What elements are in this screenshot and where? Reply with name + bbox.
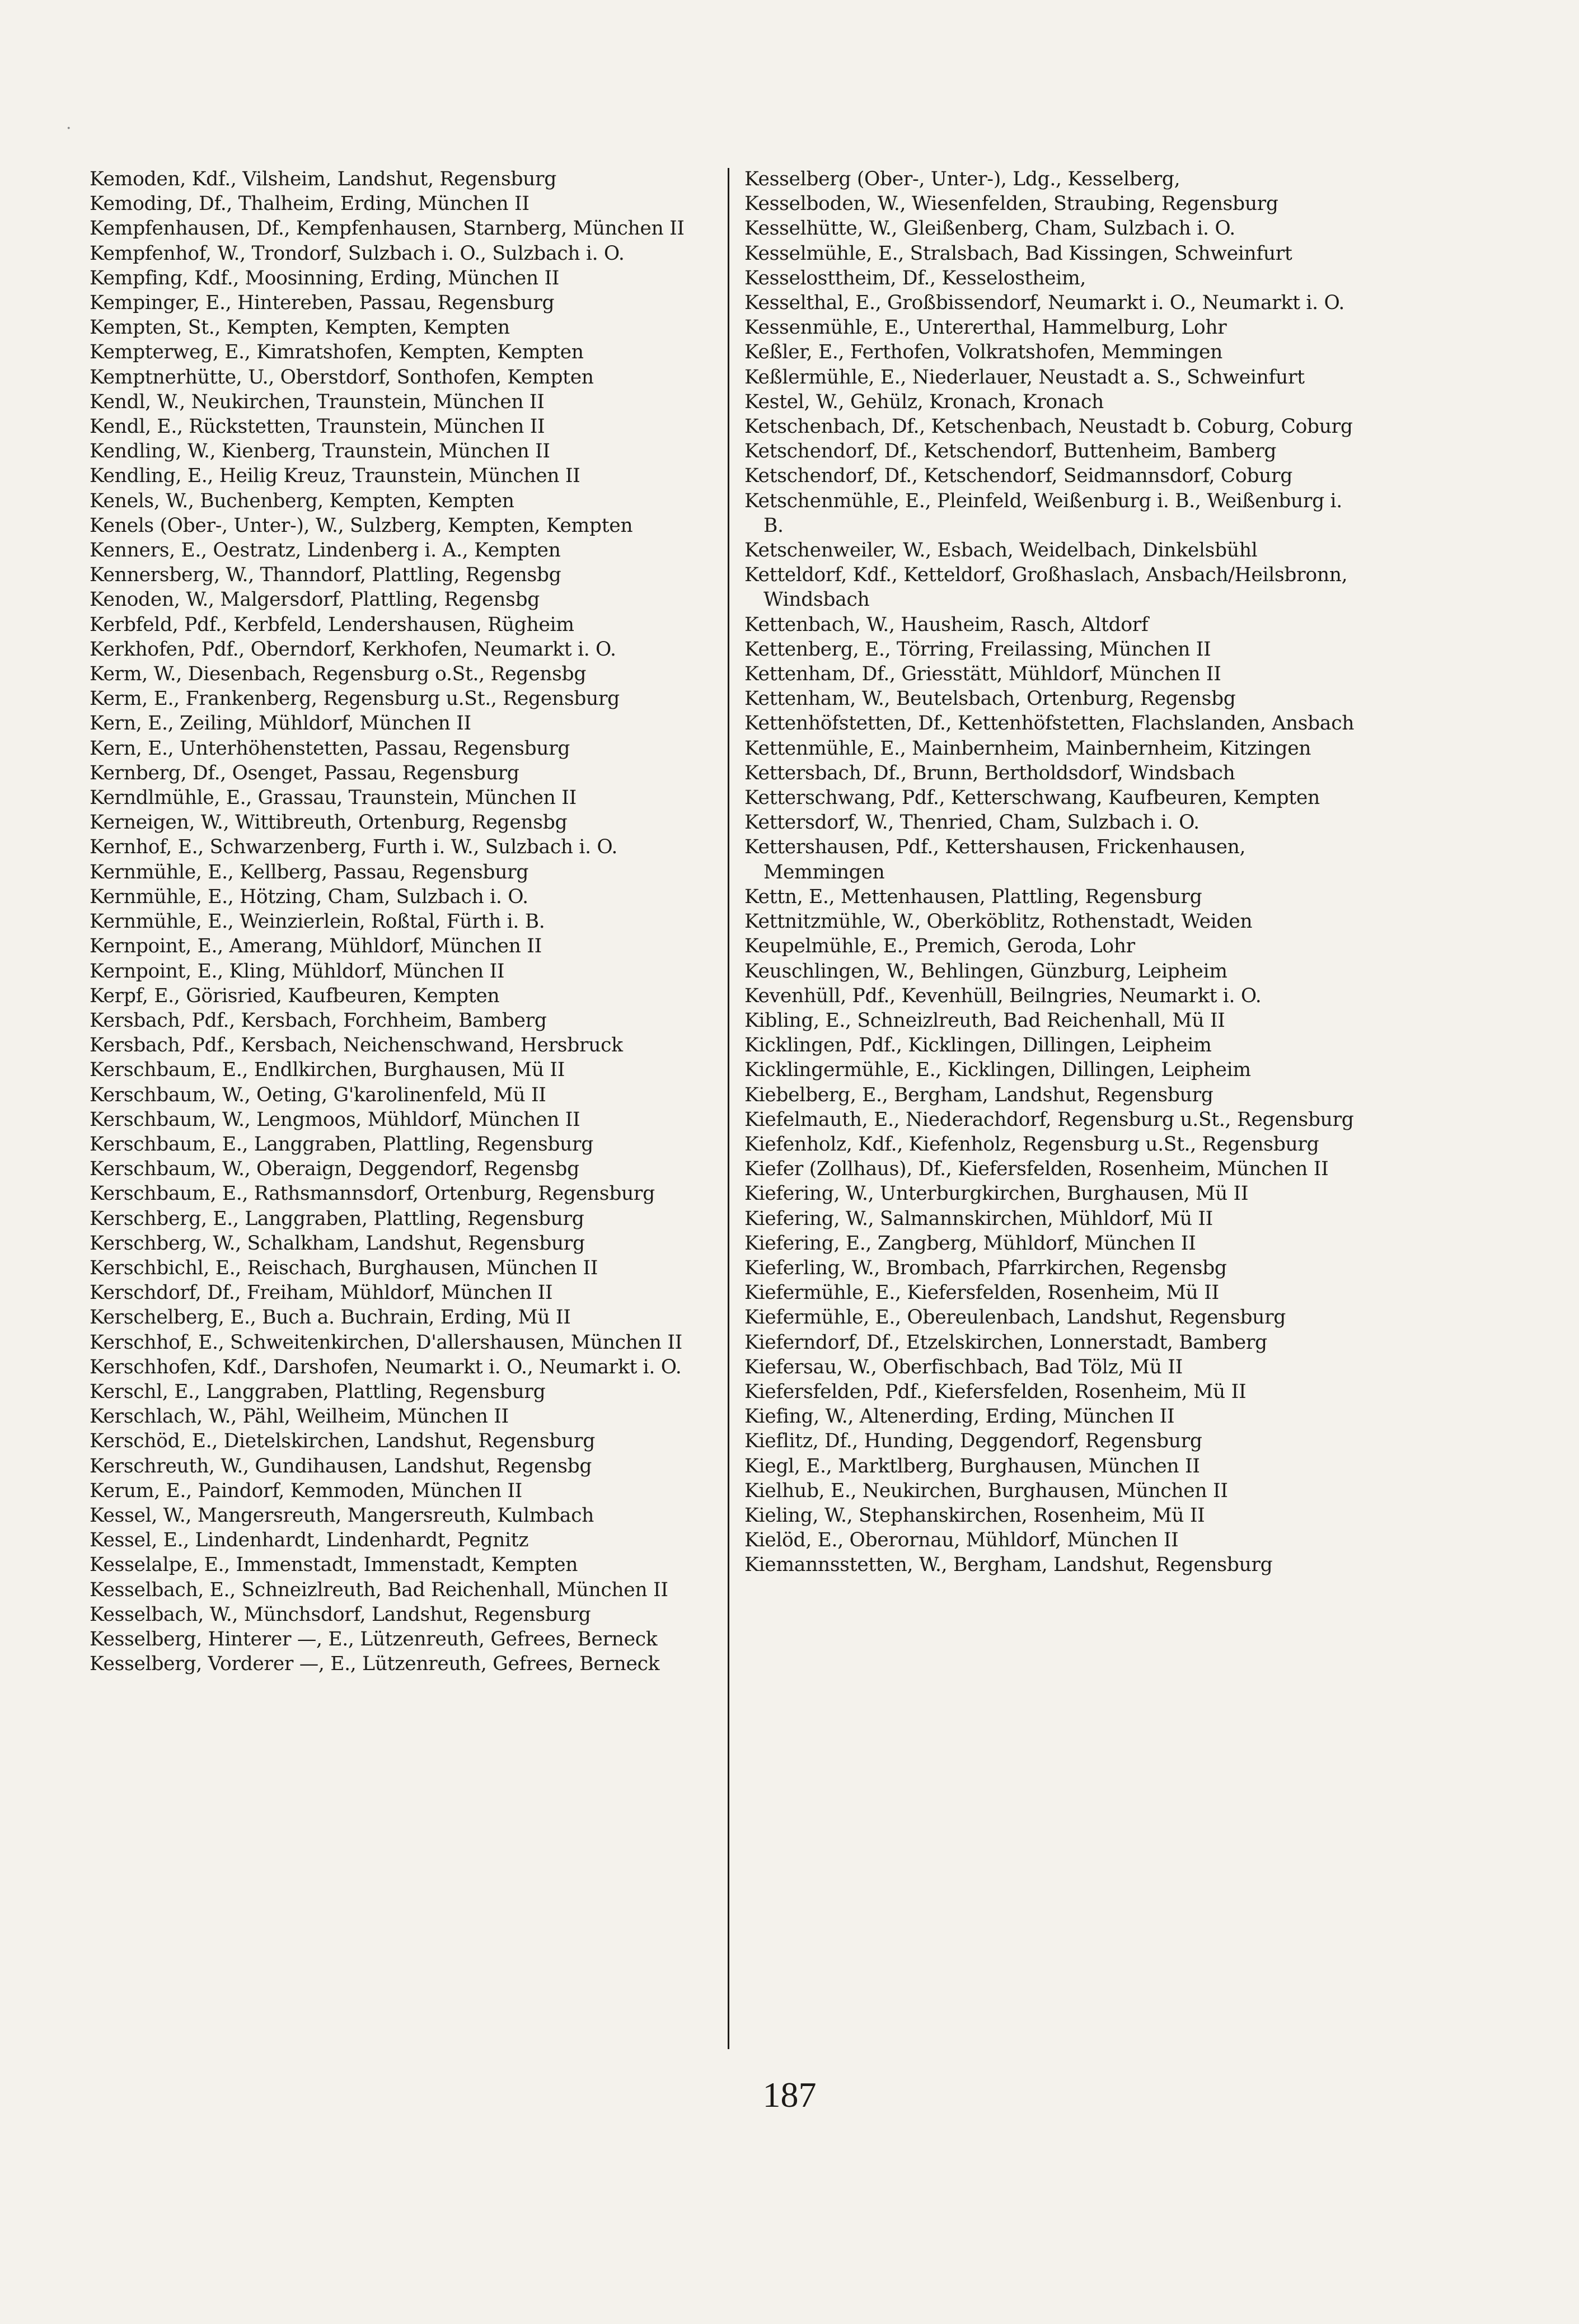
directory-entry: Kiefenholz, Kdf., Kiefenholz, Regensburg u.St., Regensburg xyxy=(744,1133,1319,1156)
directory-entry: Kevenhüll, Pdf., Kevenhüll, Beilngries, Neumarkt i. O. xyxy=(744,984,1262,1007)
directory-entry: Ketschendorf, Df., Ketschendorf, Seidmannsdorf, Coburg xyxy=(744,465,1293,488)
directory-entry: Kerm, E., Frankenberg, Regensburg u.St., Regensburg xyxy=(90,688,620,710)
directory-entry: Kendling, W., Kienberg, Traunstein, München II xyxy=(90,440,550,463)
directory-entry: Kerschbaum, W., Oeting, G'karolinenfeld, Mü II xyxy=(90,1083,546,1106)
directory-entry: Kettenham, Df., Griesstätt, Mühldorf, München II xyxy=(744,663,1221,686)
directory-entry: Kessenmühle, E., Untererthal, Hammelburg, Lohr xyxy=(744,316,1227,339)
directory-entry: Kettnitzmühle, W., Oberköblitz, Rothenstadt, Weiden xyxy=(744,910,1253,933)
directory-entry: Kieflitz, Df., Hunding, Deggendorf, Regensburg xyxy=(744,1430,1202,1453)
directory-entry: Kennersberg, W., Thanndorf, Plattling, Regensbg xyxy=(90,564,561,587)
directory-entry: Keßler, E., Ferthofen, Volkratshofen, Memmingen xyxy=(744,341,1223,364)
directory-entry: Kerschdorf, Df., Freiham, Mühldorf, München II xyxy=(90,1282,553,1304)
directory-entry: Kemoding, Df., Thalheim, Erding, München II xyxy=(90,193,530,216)
directory-entry: Kesselhütte, W., Gleißenberg, Cham, Sulzbach i. O. xyxy=(744,217,1235,240)
directory-entry: Kersbach, Pdf., Kersbach, Forchheim, Bamberg xyxy=(90,1009,547,1032)
directory-entry: Kerschberg, W., Schalkham, Landshut, Regensburg xyxy=(90,1232,585,1255)
directory-entry: Kemptnerhütte, U., Oberstdorf, Sonthofen, Kempten xyxy=(90,366,594,389)
directory-entry: Ketterschwang, Pdf., Ketterschwang, Kaufbeuren, Kempten xyxy=(744,787,1320,810)
directory-entry: Kernpoint, E., Amerang, Mühldorf, München II xyxy=(90,935,542,958)
directory-entry: Kiefering, W., Unterburgkirchen, Burghausen, Mü II xyxy=(744,1182,1249,1205)
directory-entry: Kettenhöfstetten, Df., Kettenhöfstetten, Flachslanden, Ansbach xyxy=(744,712,1355,735)
directory-entry: Kibling, E., Schneizlreuth, Bad Reichenhall, Mü II xyxy=(744,1009,1225,1032)
directory-entry: Kerschl, E., Langgraben, Plattling, Regensburg xyxy=(90,1380,546,1403)
directory-entry: Kesselberg (Ober-, Unter-), Ldg., Kesselberg, xyxy=(744,168,1180,190)
directory-entry: Kesselboden, W., Wiesenfelden, Straubing, Regensburg xyxy=(744,193,1278,216)
directory-entry: Kerkhofen, Pdf., Oberndorf, Kerkhofen, Neumarkt i. O. xyxy=(90,638,616,661)
directory-entry: Kettn, E., Mettenhausen, Plattling, Regensburg xyxy=(744,885,1202,908)
directory-entry: Kendling, E., Heilig Kreuz, Traunstein, München II xyxy=(90,465,580,488)
directory-entry: Kieferndorf, Df., Etzelskirchen, Lonnerstadt, Bamberg xyxy=(744,1331,1267,1354)
directory-entry: Kettenmühle, E., Mainbernheim, Mainbernheim, Kitzingen xyxy=(744,737,1311,760)
directory-entry: Kernmühle, E., Hötzing, Cham, Sulzbach i. O. xyxy=(90,885,528,908)
directory-entry: Kerpf, E., Görisried, Kaufbeuren, Kempten xyxy=(90,984,500,1007)
right-column xyxy=(744,167,1355,1578)
directory-entry: Kiefer (Zollhaus), Df., Kiefersfelden, Rosenheim, München II xyxy=(744,1158,1329,1181)
directory-entry: Kettersbach, Df., Brunn, Bertholdsdorf, Windsbach xyxy=(744,761,1235,784)
directory-entry: Ketteldorf, Kdf., Ketteldorf, Großhaslach, Ansbach/Heilsbronn, Windsbach xyxy=(744,564,1348,611)
directory-entry: Kesselalpe, E., Immenstadt, Immenstadt, Kempten xyxy=(90,1554,578,1577)
directory-entry: Kettershausen, Pdf., Kettershausen, Frickenhausen, Memmingen xyxy=(744,836,1246,883)
directory-entry: Kesselberg, Hinterer —, E., Lützenreuth, Gefrees, Berneck xyxy=(90,1628,658,1650)
directory-entry: Kettenham, W., Beutelsbach, Ortenburg, Regensbg xyxy=(744,688,1236,710)
directory-entry: Kettenberg, E., Törring, Freilassing, München II xyxy=(744,638,1211,661)
directory-entry: Kerschbichl, E., Reischach, Burghausen, München II xyxy=(90,1256,598,1279)
directory-entry: Kerneigen, W., Wittibreuth, Ortenburg, Regensbg xyxy=(90,811,568,834)
directory-entry: Kerschhof, E., Schweitenkirchen, D'allershausen, München II xyxy=(90,1331,682,1354)
directory-entry: Ketschenbach, Df., Ketschenbach, Neustadt b. Coburg, Coburg xyxy=(744,415,1353,438)
directory-entry: Kempterweg, E., Kimratshofen, Kempten, Kempten xyxy=(90,341,584,364)
directory-entry: Kielhub, E., Neukirchen, Burghausen, München II xyxy=(744,1479,1228,1502)
directory-entry: Kessel, E., Lindenhardt, Lindenhardt, Pegnitz xyxy=(90,1529,529,1552)
directory-entry: Ketschenweiler, W., Esbach, Weidelbach, Dinkelsbühl xyxy=(744,539,1258,562)
directory-entry: Kiefermühle, E., Kiefersfelden, Rosenheim, Mü II xyxy=(744,1282,1219,1304)
directory-entry: Kesselbach, E., Schneizlreuth, Bad Reichenhall, München II xyxy=(90,1578,668,1601)
directory-entry: Kenoden, W., Malgersdorf, Plattling, Regensbg xyxy=(90,588,540,611)
directory-entry: Kersbach, Pdf., Kersbach, Neichenschwand, Hersbruck xyxy=(90,1034,623,1057)
directory-entry: Kettersdorf, W., Thenried, Cham, Sulzbach i. O. xyxy=(744,811,1200,834)
directory-entry: Kenels, W., Buchenberg, Kempten, Kempten xyxy=(90,489,514,512)
directory-entry: Kempfenhof, W., Trondorf, Sulzbach i. O., Sulzbach i. O. xyxy=(90,242,625,265)
directory-entry: Kesselbach, W., Münchsdorf, Landshut, Regensburg xyxy=(90,1603,591,1626)
directory-entry: Kiefermühle, E., Obereulenbach, Landshut, Regensburg xyxy=(744,1306,1286,1329)
directory-entry: Kettenbach, W., Hausheim, Rasch, Altdorf xyxy=(744,613,1149,636)
directory-entry: Kempinger, E., Hintereben, Passau, Regensburg xyxy=(90,292,555,315)
directory-entry: Kerum, E., Paindorf, Kemmoden, München II xyxy=(90,1479,522,1502)
directory-entry: Kerbfeld, Pdf., Kerbfeld, Lendershausen, Rügheim xyxy=(90,613,574,636)
left-column xyxy=(90,167,700,1676)
directory-entry: Kiefering, W., Salmannskirchen, Mühldorf, Mü II xyxy=(744,1207,1213,1230)
directory-entry: Kenners, E., Oestratz, Lindenberg i. A., Kempten xyxy=(90,539,561,562)
directory-entry: Keßlermühle, E., Niederlauer, Neustadt a. S., Schweinfurt xyxy=(744,366,1305,389)
directory-entry: Kern, E., Zeiling, Mühldorf, München II xyxy=(90,712,471,735)
directory-entry: Kernmühle, E., Weinzierlein, Roßtal, Fürth i. B. xyxy=(90,910,545,933)
directory-entry: Kicklingermühle, E., Kicklingen, Dillingen, Leipheim xyxy=(744,1059,1251,1082)
directory-entry: Kerschreuth, W., Gundihausen, Landshut, Regensbg xyxy=(90,1455,592,1477)
directory-entry: Kerm, W., Diesenbach, Regensburg o.St., Regensbg xyxy=(90,663,587,686)
directory-entry: Kendl, E., Rückstetten, Traunstein, München II xyxy=(90,415,545,438)
directory-entry: Kerschöd, E., Dietelskirchen, Landshut, Regensburg xyxy=(90,1430,595,1453)
directory-entry: Kieling, W., Stephanskirchen, Rosenheim, Mü II xyxy=(744,1504,1205,1527)
directory-entry: Kiemannsstetten, W., Bergham, Landshut, Regensburg xyxy=(744,1554,1273,1577)
directory-entry: Keupelmühle, E., Premich, Geroda, Lohr xyxy=(744,935,1135,958)
directory-entry: Kiebelberg, E., Bergham, Landshut, Regensburg xyxy=(744,1083,1213,1106)
directory-entry: Kerschbaum, E., Langgraben, Plattling, Regensburg xyxy=(90,1133,594,1156)
page-number: 187 xyxy=(762,2075,817,2115)
directory-entry: Kemoden, Kdf., Vilsheim, Landshut, Regensburg xyxy=(90,168,557,190)
directory-entry: Kesselberg, Vorderer —, E., Lützenreuth, Gefrees, Berneck xyxy=(90,1653,660,1676)
directory-entry: Kiegl, E., Marktlberg, Burghausen, München II xyxy=(744,1455,1200,1477)
directory-entry: Kerschbaum, W., Lengmoos, Mühldorf, München II xyxy=(90,1108,580,1131)
directory-entry: Kerschelberg, E., Buch a. Buchrain, Erding, Mü II xyxy=(90,1306,571,1329)
directory-entry: Keuschlingen, W., Behlingen, Günzburg, Leipheim xyxy=(744,960,1227,983)
directory-entry: Kenels (Ober-, Unter-), W., Sulzberg, Kempten, Kempten xyxy=(90,514,633,537)
directory-entry: Kielöd, E., Oberornau, Mühldorf, München II xyxy=(744,1529,1179,1552)
directory-entry: Kempten, St., Kempten, Kempten, Kempten xyxy=(90,316,510,339)
directory-entry: Kiefersau, W., Oberfischbach, Bad Tölz, Mü II xyxy=(744,1355,1183,1378)
directory-entry: Kiefing, W., Altenerding, Erding, München II xyxy=(744,1405,1175,1428)
directory-entry: Kesselthal, E., Großbissendorf, Neumarkt i. O., Neumarkt i. O. xyxy=(744,292,1345,315)
directory-entry: Kerschlach, W., Pähl, Weilheim, München II xyxy=(90,1405,509,1428)
directory-entry: Kerschbaum, E., Endlkirchen, Burghausen, Mü II xyxy=(90,1059,565,1082)
directory-entry: Kesselosttheim, Df., Kesselostheim, xyxy=(744,266,1086,289)
directory-entry: Kerschbaum, E., Rathsmannsdorf, Ortenburg, Regensburg xyxy=(90,1182,655,1205)
directory-entry: Kieferling, W., Brombach, Pfarrkirchen, Regensbg xyxy=(744,1256,1227,1279)
directory-entry: Kernberg, Df., Osenget, Passau, Regensburg xyxy=(90,761,519,784)
print-speck: · xyxy=(66,119,72,138)
directory-entry: Kerndlmühle, E., Grassau, Traunstein, München II xyxy=(90,787,577,810)
directory-entry: Kesselmühle, E., Stralsbach, Bad Kissingen, Schweinfurt xyxy=(744,242,1292,265)
directory-entry: Kessel, W., Mangersreuth, Mangersreuth, Kulmbach xyxy=(90,1504,594,1527)
directory-entry: Kiefering, E., Zangberg, Mühldorf, München II xyxy=(744,1232,1196,1255)
directory-entry: Ketschenmühle, E., Pleinfeld, Weißenburg i. B., Weißenburg i. B. xyxy=(744,489,1342,537)
directory-entry: Kernmühle, E., Kellberg, Passau, Regensburg xyxy=(90,861,529,883)
directory-entry: Kerschbaum, W., Oberaign, Deggendorf, Regensbg xyxy=(90,1158,579,1181)
directory-entry: Kiefelmauth, E., Niederachdorf, Regensburg u.St., Regensburg xyxy=(744,1108,1354,1131)
directory-entry: Kicklingen, Pdf., Kicklingen, Dillingen, Leipheim xyxy=(744,1034,1212,1057)
directory-entry: Kendl, W., Neukirchen, Traunstein, München II xyxy=(90,390,545,413)
directory-entry: Kestel, W., Gehülz, Kronach, Kronach xyxy=(744,390,1104,413)
column-divider xyxy=(728,168,729,2049)
directory-entry: Kerschberg, E., Langgraben, Plattling, Regensburg xyxy=(90,1207,584,1230)
directory-entry: Kiefersfelden, Pdf., Kiefersfelden, Rosenheim, Mü II xyxy=(744,1380,1247,1403)
directory-entry: Kempfenhausen, Df., Kempfenhausen, Starnberg, München II xyxy=(90,217,685,240)
directory-entry: Kern, E., Unterhöhenstetten, Passau, Regensburg xyxy=(90,737,570,760)
directory-entry: Kernpoint, E., Kling, Mühldorf, München II xyxy=(90,960,505,983)
directory-entry: Ketschendorf, Df., Ketschendorf, Buttenheim, Bamberg xyxy=(744,440,1277,463)
directory-entry: Kerschhofen, Kdf., Darshofen, Neumarkt i. O., Neumarkt i. O. xyxy=(90,1355,682,1378)
directory-entry: Kernhof, E., Schwarzenberg, Furth i. W., Sulzbach i. O. xyxy=(90,836,618,859)
directory-entry: Kempfing, Kdf., Moosinning, Erding, München II xyxy=(90,266,560,289)
